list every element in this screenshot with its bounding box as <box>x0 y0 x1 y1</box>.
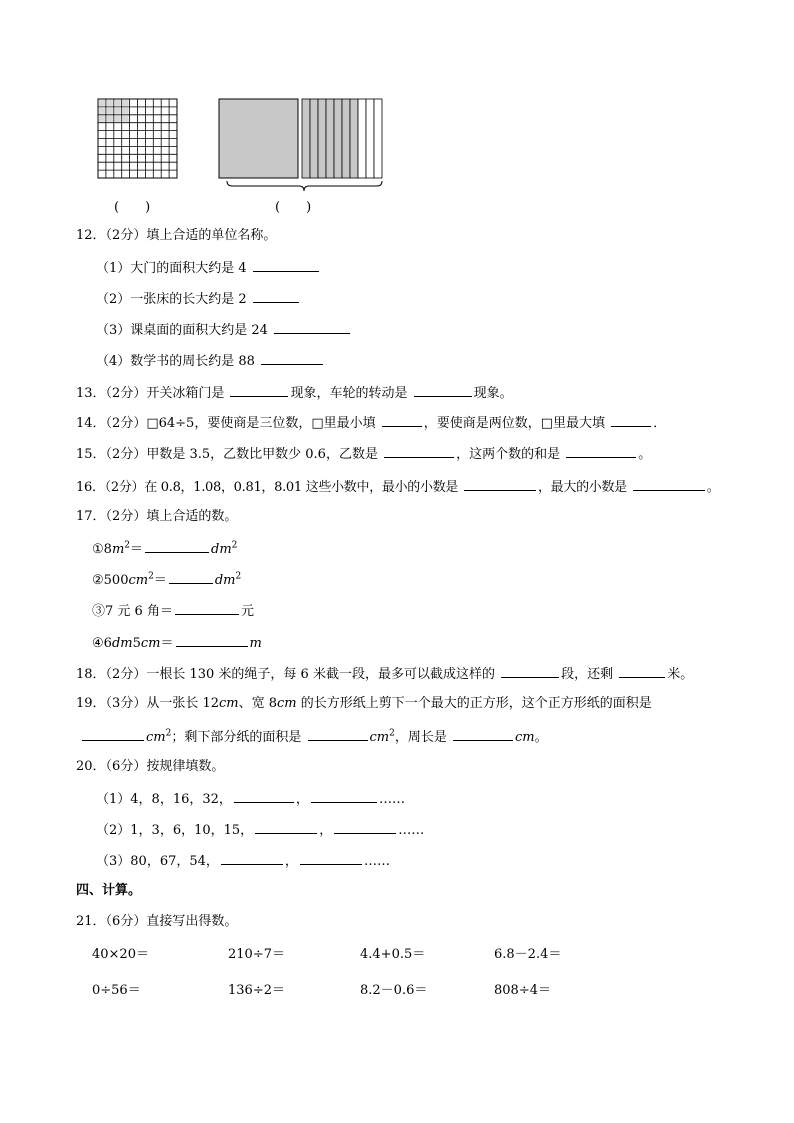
tenth-strip <box>310 99 318 178</box>
answer-blank[interactable] <box>253 258 319 272</box>
item-label: （1） <box>96 261 131 276</box>
text-part: 的长方形纸上剪下一个最大的正方形，这个正方形纸的面积是 <box>296 696 652 711</box>
exponent: 2 <box>148 571 154 582</box>
paren-right: ( ) <box>275 200 312 215</box>
tenth-strip <box>366 99 374 178</box>
question-number: 17． <box>76 509 106 524</box>
q20-item-1 <box>96 789 405 809</box>
q12-item-2 <box>96 289 301 309</box>
text-part: 甲数是 3.5，乙数比甲数少 0.6，乙数是 <box>146 447 378 462</box>
unit: cm <box>140 636 161 651</box>
q12-item-3 <box>96 320 352 340</box>
equals: ＝ <box>153 573 167 588</box>
answer-blank[interactable] <box>633 477 705 491</box>
question-score: （2分） <box>105 447 147 462</box>
calc-item: 0÷56＝ <box>92 983 141 998</box>
answer-blank[interactable] <box>453 727 513 741</box>
question-score: （2分） <box>105 416 147 431</box>
question-score: （3分） <box>105 696 147 711</box>
item-text: 数学书的周长约是 88 <box>130 354 255 369</box>
question-18 <box>76 664 693 684</box>
section-title: 四、计算。 <box>76 883 142 898</box>
unit: dm <box>211 542 232 557</box>
unit: m <box>249 636 262 651</box>
question-stem: 填上合适的单位名称。 <box>146 228 277 243</box>
unit: cm <box>219 696 239 711</box>
answer-blank[interactable] <box>234 789 294 803</box>
text-part: ，要使商是两位数，□里最大填 <box>423 416 606 431</box>
item-label: （3） <box>96 854 131 869</box>
text-part: ． <box>653 416 667 431</box>
equals: ＝ <box>159 604 173 619</box>
text-part: 从一张长 12 <box>146 696 220 711</box>
shaded-cell <box>107 108 113 114</box>
tenth-strip <box>302 99 310 178</box>
question-20 <box>76 758 224 776</box>
question-score: （2分） <box>105 386 147 401</box>
answer-blank[interactable] <box>501 664 559 678</box>
value: 8 <box>103 542 112 557</box>
tenth-strip <box>334 99 342 178</box>
question-score: （2分） <box>105 509 147 524</box>
tenth-strip <box>358 99 366 178</box>
unit: m <box>111 542 125 557</box>
q12-item-1 <box>96 258 321 278</box>
answer-blank[interactable] <box>611 413 651 427</box>
exponent: 2 <box>165 728 172 739</box>
question-number: 18． <box>76 667 106 682</box>
calc-item: 136÷2＝ <box>228 983 285 998</box>
text-part: 。 <box>534 730 548 745</box>
value: 5 <box>132 636 141 651</box>
item-text: 80，67，54， <box>130 854 219 869</box>
unit: cm <box>146 730 166 745</box>
shaded-cell <box>99 108 105 114</box>
question-16 <box>76 477 719 497</box>
item-text: 4，8，16，32， <box>130 792 232 807</box>
circled-number: ④ <box>92 636 104 651</box>
question-21 <box>76 913 237 931</box>
shaded-cell <box>123 108 129 114</box>
answer-blank[interactable] <box>414 383 472 397</box>
question-stem: 按规律填数。 <box>146 759 225 774</box>
shaded-cell <box>99 116 105 122</box>
question-stem: 直接写出得数。 <box>146 914 238 929</box>
q12-item-4 <box>96 351 325 371</box>
answer-blank[interactable] <box>274 320 350 334</box>
question-12 <box>76 227 276 245</box>
text-part: 现象，车轮的转动是 <box>290 386 408 401</box>
text-part: 开关冰箱门是 <box>146 386 225 401</box>
question-14 <box>76 413 666 433</box>
calc-item: 808÷4＝ <box>494 983 551 998</box>
exponent: 2 <box>389 728 395 739</box>
question-19 <box>76 695 652 713</box>
exponent: 2 <box>124 540 130 551</box>
answer-blank[interactable] <box>311 789 377 803</box>
question-score: （6分） <box>105 914 147 929</box>
shaded-cell <box>115 100 121 106</box>
text-part: 现象。 <box>473 386 513 401</box>
text-part: 在 0.8，1.08，0.81，8.01 这些小数中，最小的小数是 <box>144 480 459 495</box>
answer-blank[interactable] <box>464 477 536 491</box>
question-number: 12． <box>76 228 106 243</box>
equals: ＝ <box>160 636 174 651</box>
circled-number: ① <box>92 542 104 557</box>
unit: cm <box>277 696 297 711</box>
answer-blank[interactable] <box>175 601 239 615</box>
question-score: （2分） <box>104 480 145 495</box>
unit: dm <box>111 636 133 651</box>
q20-item-2 <box>96 820 424 840</box>
text-part: ，周长是 <box>394 730 447 745</box>
text-part: 一根长 130 米的绳子，每 6 米截一段，最多可以截成这样的 <box>146 667 495 682</box>
tenth-strip <box>350 99 358 178</box>
answer-blank[interactable] <box>261 351 323 365</box>
shaded-cell <box>123 116 129 122</box>
answer-blank[interactable] <box>169 570 213 584</box>
answer-blank[interactable] <box>300 851 362 865</box>
question-score: （2分） <box>105 228 147 243</box>
shaded-cell <box>115 116 121 122</box>
answer-blank[interactable] <box>566 444 636 458</box>
tenth-strip <box>374 99 382 178</box>
calc-item: 4.4+0.5＝ <box>360 947 426 962</box>
question-15 <box>76 444 651 464</box>
ellipsis: …… <box>363 854 390 869</box>
text-part: ；剩下部分纸的面积是 <box>171 730 302 745</box>
q17-item-1 <box>92 539 237 559</box>
question-19-line-2 <box>80 727 548 747</box>
text-part: 米。 <box>667 667 694 682</box>
question-score: （6分） <box>105 759 147 774</box>
value: 500 <box>103 573 129 588</box>
text-part: 、宽 8 <box>238 696 278 711</box>
answer-blank[interactable] <box>145 539 209 553</box>
answer-blank[interactable] <box>176 633 248 647</box>
ellipsis: …… <box>378 792 405 807</box>
unit: cm <box>369 730 390 745</box>
calc-item: 40×20＝ <box>92 947 149 962</box>
answer-blank[interactable] <box>334 820 396 834</box>
unit: cm <box>128 573 149 588</box>
answer-blank[interactable] <box>230 383 288 397</box>
question-number: 13． <box>76 386 106 401</box>
shaded-cell <box>99 100 105 106</box>
hundred-grid <box>98 99 177 178</box>
separator: ， <box>295 792 309 807</box>
question-number: 15． <box>76 447 106 462</box>
item-text: 一张床的长大约是 2 <box>130 292 247 307</box>
exponent: 2 <box>235 571 242 582</box>
question-number: 19． <box>76 696 106 711</box>
tenth-strips <box>302 99 382 178</box>
item-text: 课桌面的面积大约是 24 <box>130 323 268 338</box>
item-label: （2） <box>96 823 131 838</box>
question-13 <box>76 383 513 403</box>
item-label: （4） <box>96 354 131 369</box>
tenth-strip <box>342 99 350 178</box>
unit: 元 <box>240 604 254 619</box>
separator: ， <box>319 823 333 838</box>
shaded-square <box>219 99 298 178</box>
item-text: 大门的面积大约是 4 <box>130 261 247 276</box>
text-part: 。 <box>638 447 652 462</box>
brace <box>227 181 382 191</box>
q17-item-4 <box>92 633 262 653</box>
answer-blank[interactable] <box>619 664 665 678</box>
circled-number: ② <box>92 573 104 588</box>
question-stem: 填上合适的数。 <box>146 509 238 524</box>
shaded-cell <box>107 100 113 106</box>
shaded-cell <box>107 116 113 122</box>
exponent: 2 <box>231 540 238 551</box>
equals: ＝ <box>130 542 144 557</box>
paren-left: ( ) <box>114 200 151 215</box>
q20-item-3 <box>96 851 390 871</box>
text-part: ，这两个数的和是 <box>456 447 561 462</box>
text-part: 段，还剩 <box>561 667 614 682</box>
q17-item-3 <box>92 601 254 621</box>
answer-blank[interactable] <box>253 289 299 303</box>
q17-item-2 <box>92 570 241 590</box>
question-number: 21． <box>76 914 106 929</box>
value: 7 元 6 角 <box>105 604 160 619</box>
separator: ， <box>284 854 298 869</box>
answer-blank[interactable] <box>82 727 144 741</box>
text-part: □64÷5，要使商是三位数，□里最小填 <box>146 416 376 431</box>
item-label: （1） <box>96 792 131 807</box>
item-label: （3） <box>96 323 131 338</box>
value: 6 <box>103 636 112 651</box>
item-text: 1，3，6，10，15， <box>130 823 254 838</box>
question-score: （2分） <box>105 667 147 682</box>
calc-item: 210÷7＝ <box>228 947 285 962</box>
text-part: 。 <box>706 480 720 495</box>
shaded-cell <box>115 108 121 114</box>
calc-item: 8.2－0.6＝ <box>360 983 428 998</box>
answer-blank[interactable] <box>308 727 368 741</box>
question-number: 20． <box>76 759 106 774</box>
answer-blank[interactable] <box>382 413 422 427</box>
answer-blank[interactable] <box>221 851 283 865</box>
question-number: 16． <box>76 480 105 495</box>
unit: cm <box>515 730 535 745</box>
circled-number: ③ <box>92 604 106 619</box>
tenth-strip <box>318 99 326 178</box>
answer-blank[interactable] <box>255 820 317 834</box>
question-17 <box>76 508 237 526</box>
answer-blank[interactable] <box>384 444 454 458</box>
shaded-cell <box>123 100 129 106</box>
item-label: （2） <box>96 292 131 307</box>
unit: dm <box>214 573 236 588</box>
text-part: ，最大的小数是 <box>537 480 627 495</box>
question-number: 14． <box>76 416 106 431</box>
tenth-strip <box>326 99 334 178</box>
figure-svg <box>0 0 794 230</box>
calc-item: 6.8－2.4＝ <box>494 947 562 962</box>
ellipsis: …… <box>398 823 425 838</box>
